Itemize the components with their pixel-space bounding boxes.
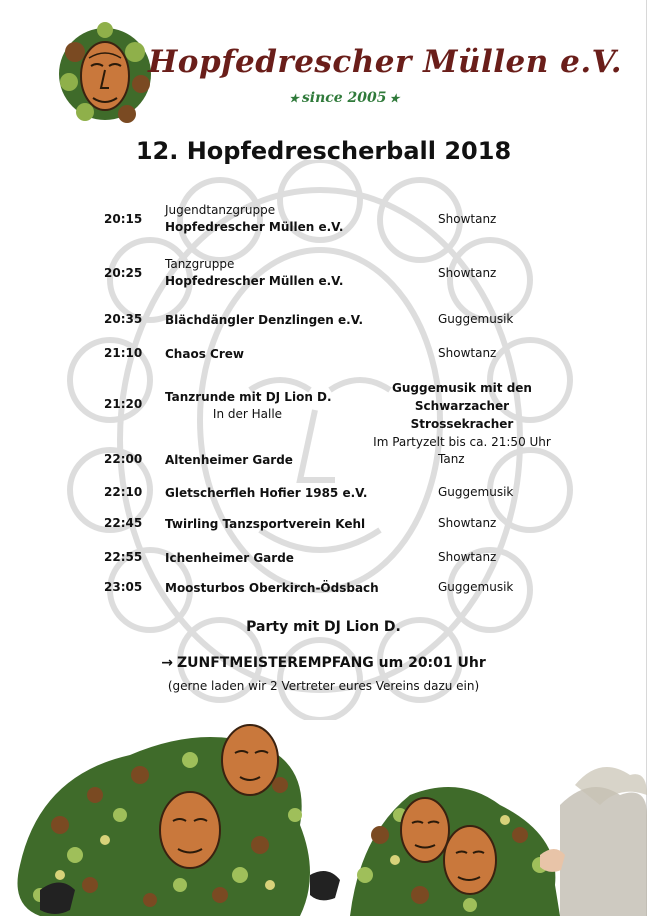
schedule-time: 22:10	[104, 485, 143, 499]
schedule-act	[165, 580, 379, 597]
category-line-2: Schwarzacher Strossekracher	[410, 399, 514, 431]
schedule-category: Tanz	[438, 452, 465, 466]
schedule-category: Guggemusik	[438, 312, 514, 326]
act-name: Twirling Tanzsportverein Kehl	[165, 517, 366, 531]
act-line-1: Tanzgruppe	[165, 257, 235, 271]
arrow-right-icon: →	[161, 655, 173, 671]
act-line-2: Hopfedrescher Müllen e.V.	[165, 220, 344, 234]
reception-line	[0, 655, 647, 671]
schedule-act	[165, 389, 332, 423]
act-name: Chaos Crew	[165, 347, 244, 361]
schedule-time: 22:45	[104, 516, 143, 530]
act-line-1: Jugendtanzgruppe	[165, 203, 276, 217]
reception-text: ZUNFTMEISTEREMPFANG um 20:01 Uhr	[176, 655, 486, 671]
costume-group-photo	[0, 715, 647, 916]
event-title: 12. Hopfedrescherball 2018	[135, 137, 512, 165]
schedule-act	[165, 256, 343, 290]
act-name: Blächdängler Denzlingen e.V.	[165, 313, 364, 327]
schedule-time: 20:15	[104, 212, 143, 226]
act-name: Altenheimer Garde	[165, 453, 293, 467]
invite-note: (gerne laden wir 2 Vertreter eures Vereins dazu ein)	[167, 679, 480, 693]
party-line: Party mit DJ Lion D.	[246, 619, 401, 635]
act-note: In der Halle	[212, 407, 283, 421]
schedule-category: Showtanz	[438, 346, 497, 360]
schedule-act	[165, 550, 294, 567]
schedule-category-block	[362, 379, 562, 451]
since-text: since 2005	[301, 90, 387, 106]
schedule-category: Showtanz	[438, 212, 497, 226]
act-name: Moosturbos Oberkirch-Ödsbach	[165, 581, 379, 595]
schedule-act	[165, 346, 244, 363]
schedule-category: Showtanz	[438, 266, 497, 280]
schedule-time: 23:05	[104, 580, 143, 594]
schedule-category: Guggemusik	[438, 580, 514, 594]
schedule-time: 20:25	[104, 266, 143, 280]
star-icon: ★	[389, 92, 400, 105]
since-tagline	[286, 90, 402, 106]
category-line-1: Guggemusik mit den	[392, 381, 532, 395]
schedule-time: 21:10	[104, 346, 143, 360]
club-name: Hopfedrescher Müllen e.V.	[148, 44, 623, 80]
schedule-category: Showtanz	[438, 550, 497, 564]
schedule-time: 21:20	[104, 397, 143, 411]
schedule-category: Showtanz	[438, 516, 497, 530]
schedule-act	[165, 452, 293, 469]
schedule-time: 20:35	[104, 312, 143, 326]
carnival-mask-logo-icon	[55, 22, 155, 126]
act-line-2: Hopfedrescher Müllen e.V.	[165, 274, 344, 288]
schedule-act	[165, 202, 343, 236]
star-icon: ★	[289, 92, 299, 105]
schedule-time: 22:00	[104, 452, 143, 466]
act-name: Gletscherfleh Hofier 1985 e.V.	[165, 486, 368, 500]
schedule-act	[165, 485, 367, 502]
schedule-category: Guggemusik	[438, 485, 514, 499]
schedule-act	[165, 516, 365, 533]
act-name: Tanzrunde mit DJ Lion D.	[165, 390, 332, 404]
schedule-time: 22:55	[104, 550, 143, 564]
schedule-act	[165, 312, 363, 329]
category-note: Im Partyzelt bis ca. 21:50 Uhr	[373, 435, 551, 449]
act-name: Ichenheimer Garde	[165, 551, 294, 565]
